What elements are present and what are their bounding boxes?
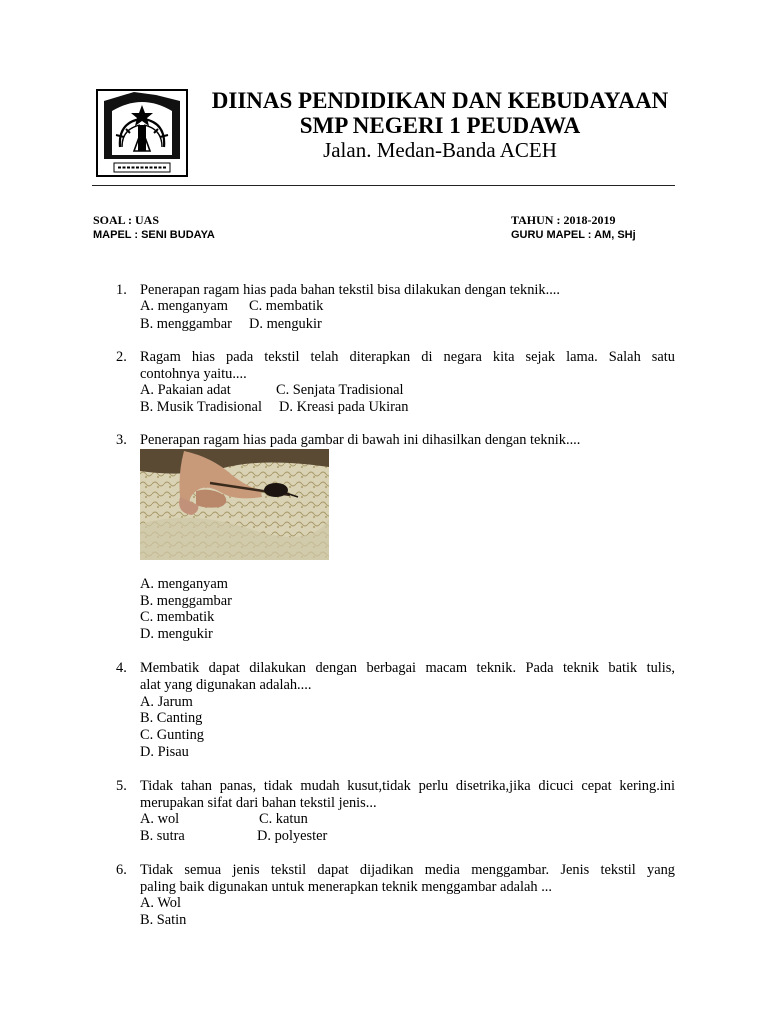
option: D. mengukir [249, 316, 322, 332]
header-agency: DIINAS PENDIDIKAN DAN KEBUDAYAAN [211, 88, 669, 113]
school-year: TAHUN : 2018-2019 [511, 213, 616, 227]
option: A. Pakaian adat [140, 382, 231, 398]
question-number: 2. [116, 349, 127, 365]
question-text: Membatik dapat dilakukan dengan berbagai macam teknik. Pada teknik batik tulis, [140, 660, 675, 676]
teacher: GURU MAPEL : AM, SHj [511, 229, 636, 241]
question-number: 6. [116, 862, 127, 878]
exam-type: SOAL : UAS [93, 213, 160, 227]
question-text: paling baik digunakan untuk menerapkan teknik menggambar adalah ... [140, 879, 553, 895]
option: D. Pisau [140, 744, 189, 760]
question-number: 5. [116, 778, 127, 794]
question-number: 1. [116, 282, 127, 298]
option: C. Senjata Tradisional [276, 382, 404, 398]
option: C. membatik [140, 609, 215, 625]
question-number: 4. [116, 660, 127, 676]
option: B. Satin [140, 912, 187, 928]
header-address: Jalan. Medan-Banda ACEH [323, 138, 557, 162]
question-text: Tidak semua jenis tekstil dapat dijadikan media menggambar. Jenis tekstil yang [140, 862, 675, 878]
question-text: Tidak tahan panas, tidak mudah kusut,tidak perlu disetrika,jika dicuci cepat kering.ini [140, 778, 675, 794]
option: D. Kreasi pada Ukiran [279, 399, 409, 415]
option: B. sutra [140, 828, 185, 844]
question-number: 3. [116, 432, 127, 448]
batik-canting-photo [140, 449, 329, 560]
question-text: Penerapan ragam hias pada gambar di bawah ini dihasilkan dengan teknik.... [140, 432, 581, 448]
option: B. menggambar [140, 593, 232, 609]
option: A. menganyam [140, 298, 228, 314]
header-school: SMP NEGERI 1 PEUDAWA [299, 113, 581, 138]
question-text: contohnya yaitu.... [140, 366, 247, 382]
option: B. Musik Tradisional [140, 399, 262, 415]
question-text: Ragam hias pada tekstil telah diterapkan di negara kita sejak lama. Salah satu [140, 349, 675, 365]
option: A. menganyam [140, 576, 228, 592]
option: C. katun [259, 811, 308, 827]
option: C. membatik [249, 298, 324, 314]
option: A. Wol [140, 895, 181, 911]
option: C. Gunting [140, 727, 204, 743]
subject: MAPEL : SENI BUDAYA [93, 229, 215, 241]
option: B. Canting [140, 710, 203, 726]
option: B. menggambar [140, 316, 232, 332]
question-text: alat yang digunakan adalah.... [140, 677, 312, 693]
question-text: merupakan sifat dari bahan tekstil jenis... [140, 795, 377, 811]
school-logo [96, 89, 188, 177]
option: A. Jarum [140, 694, 193, 710]
header-divider [92, 185, 675, 186]
option: D. mengukir [140, 626, 213, 642]
question-text: Penerapan ragam hias pada bahan tekstil bisa dilakukan dengan teknik.... [140, 282, 560, 298]
option: A. wol [140, 811, 180, 827]
option: D. polyester [257, 828, 328, 844]
